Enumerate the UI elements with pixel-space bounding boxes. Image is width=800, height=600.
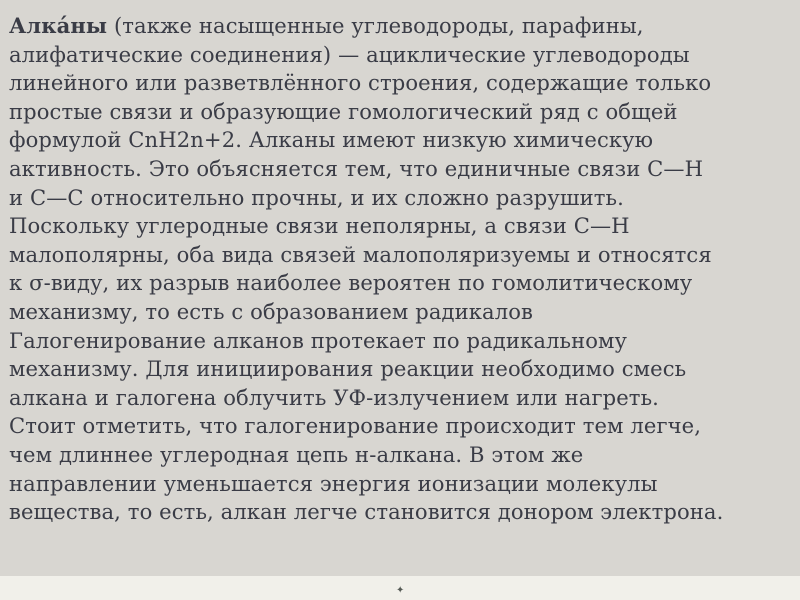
heading-term: Алка́ны <box>9 13 108 38</box>
paragraph-line-8: Поскольку углеродные связи неполярны, а связи C—H <box>9 213 630 239</box>
paragraph-line-3: линейного или разветвлённого строения, содержащие только <box>9 70 712 96</box>
paragraph-line-14: алкана и галогена облучить УФ-излучением или нагреть. <box>9 384 659 410</box>
paragraph-line-1-text: (также насыщенные углеводороды, парафины, <box>107 13 644 38</box>
paragraph-line-6: активность. Это объясняется тем, что единичные связи C—H <box>9 155 704 181</box>
paragraph-line-15: Стоит отметить, что галогенирование происходит тем легче, <box>9 413 702 439</box>
paragraph-line-5: формулой CnH2n+2. Алканы имеют низкую химическую <box>9 127 654 153</box>
paragraph-line-2: алифатические соединения) — ациклические углеводороды <box>9 41 690 67</box>
paragraph-line-11: механизму, то есть с образованием радикалов <box>9 298 533 324</box>
paragraph-line-13: механизму. Для инициирования реакции необходимо смесь <box>9 356 687 382</box>
paragraph-line-18: вещества, то есть, алкан легче становится донором электрона. <box>9 499 724 525</box>
paragraph-line-4: простые связи и образующие гомологический ряд с общей <box>9 98 678 124</box>
paragraph-line-1 <box>9 12 785 41</box>
four-point-star-icon: ✦ <box>396 585 405 596</box>
paragraph-line-7: и C—C относительно прочны, и их сложно разрушить. <box>9 184 624 210</box>
paragraph-line-10: к σ-виду, их разрыв наиболее вероятен по гомолитическому <box>9 270 693 296</box>
paragraph-line-17: направлении уменьшается энергия ионизации молекулы <box>9 470 658 496</box>
paragraph-line-9: малополярны, оба вида связей малополяризуемы и относятся <box>9 241 712 267</box>
paragraph-line-12: Галогенирование алканов протекает по радикальному <box>9 327 628 353</box>
main-paragraph <box>9 12 785 527</box>
paragraph-line-16: чем длиннее углеродная цепь н-алкана. В этом же <box>9 441 584 467</box>
